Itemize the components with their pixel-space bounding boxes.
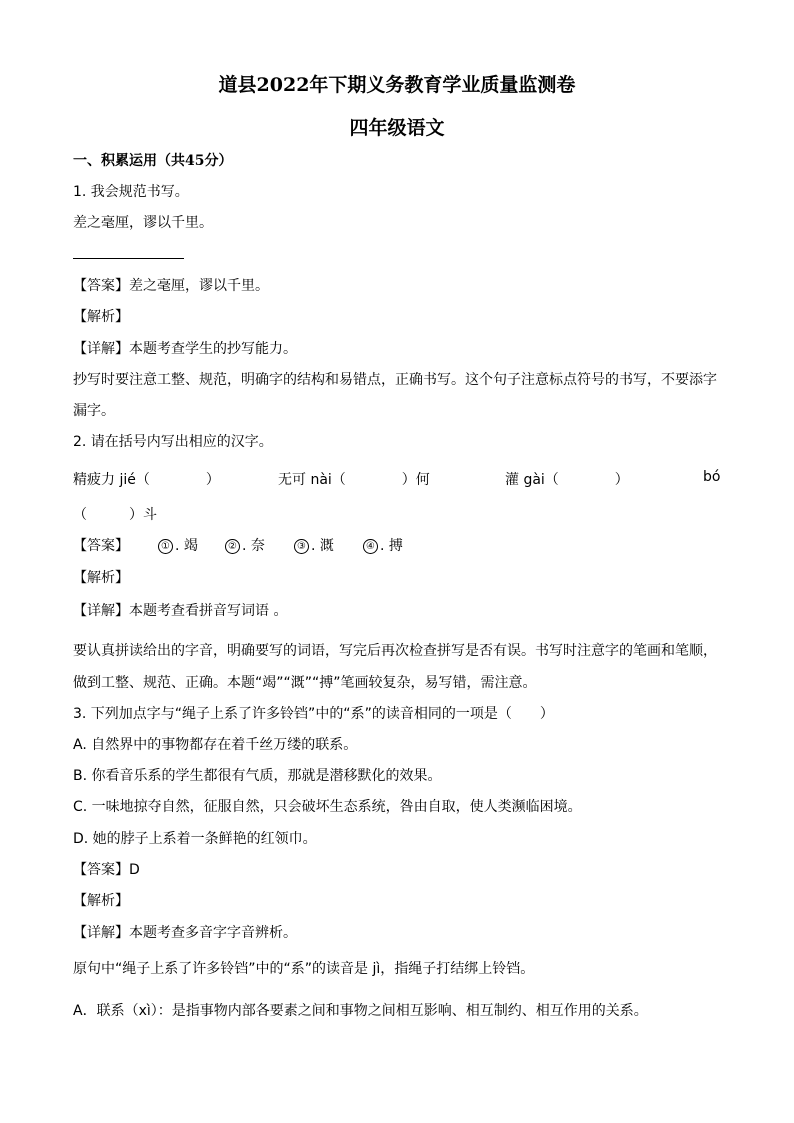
q2-answer-4: ④ . 搏 bbox=[363, 535, 403, 555]
q2-blank-1: 精疲力 jié（ ） bbox=[73, 472, 220, 488]
q2-blank-4: （ ）斗 bbox=[73, 507, 157, 523]
q2-answer-label: 【答案】 bbox=[73, 538, 129, 554]
q3-option-a: A. 自然界中的事物都存在着千丝万缕的联系。 bbox=[73, 737, 358, 753]
q2-answer-3: ③ . 溉 bbox=[294, 535, 334, 555]
q1-text: 差之毫厘，谬以千里。 bbox=[73, 215, 213, 231]
q1-detail: 【详解】本题考查学生的抄写能力。 bbox=[73, 341, 297, 357]
q1-answer: 【答案】差之毫厘，谬以千里。 bbox=[73, 278, 269, 294]
q2-explain-2: 做到工整、规范、正确。本题“竭”“溉”“搏”笔画较复杂，易写错，需注意。 bbox=[73, 675, 537, 691]
q1-explain-2: 漏字。 bbox=[73, 403, 115, 419]
q3-detail: 【详解】本题考查多音字字音辨析。 bbox=[73, 925, 297, 941]
answer-underline bbox=[73, 258, 184, 259]
q3-option-b: B. 你看音乐系的学生都很有气质，那就是潜移默化的效果。 bbox=[73, 768, 442, 784]
q2-blank-4-pinyin: bó bbox=[703, 469, 721, 485]
q1-stem: 1. 我会规范书写。 bbox=[73, 184, 189, 200]
q2-explain-1: 要认真拼读给出的字音，明确要写的词语，写完后再次检查拼写是否有误。书写时注意字的笔画和笔顺， bbox=[73, 643, 717, 659]
q2-blank-3: 灌 gài（ ） bbox=[505, 472, 629, 488]
section-heading: 一、积累运用（共45分） bbox=[73, 153, 233, 169]
q3-answer: 【答案】D bbox=[73, 862, 140, 878]
q1-analysis: 【解析】 bbox=[73, 309, 129, 325]
circled-number: ④ bbox=[363, 539, 378, 554]
page-title: 道县2022年下期义务教育学业质量监测卷 bbox=[218, 74, 576, 96]
page-subtitle: 四年级语文 bbox=[349, 117, 445, 139]
q2-blank-2: 无可 nài（ ）何 bbox=[278, 472, 430, 488]
q2-stem: 2. 请在括号内写出相应的汉字。 bbox=[73, 434, 273, 450]
q2-answer-1: ① . 竭 bbox=[158, 535, 198, 555]
q1-explain-1: 抄写时要注意工整、规范，明确字的结构和易错点，正确书写。这个句子注意标点符号的书写，不要添字 bbox=[73, 372, 717, 388]
circled-number: ③ bbox=[294, 539, 309, 554]
q3-option-c: C. 一味地掠夺自然，征服自然，只会破坏生态系统，咎由自取，使人类濒临困境。 bbox=[73, 799, 582, 815]
q3-stem: 3. 下列加点字与“绳子上系了许多铃铛”中的“系”的读音相同的一项是（ ） bbox=[73, 706, 554, 722]
q2-answer-2: ② . 奈 bbox=[225, 535, 265, 555]
circled-number: ② bbox=[225, 539, 240, 554]
q2-analysis: 【解析】 bbox=[73, 570, 129, 586]
q3-explain-2: A．联系（xì）：是指事物内部各要素之间和事物之间相互影响、相互制约、相互作用的关系。 bbox=[73, 1003, 648, 1019]
q3-explain-1: 原句中“绳子上系了许多铃铛”中的“系”的读音是 jì，指绳子打结绑上铃铛。 bbox=[73, 961, 535, 977]
q3-analysis: 【解析】 bbox=[73, 893, 129, 909]
q2-detail: 【详解】本题考查看拼音写词语 。 bbox=[73, 603, 288, 619]
q3-option-d: D. 她的脖子上系着一条鲜艳的红领巾。 bbox=[73, 831, 317, 847]
circled-number: ① bbox=[158, 539, 173, 554]
